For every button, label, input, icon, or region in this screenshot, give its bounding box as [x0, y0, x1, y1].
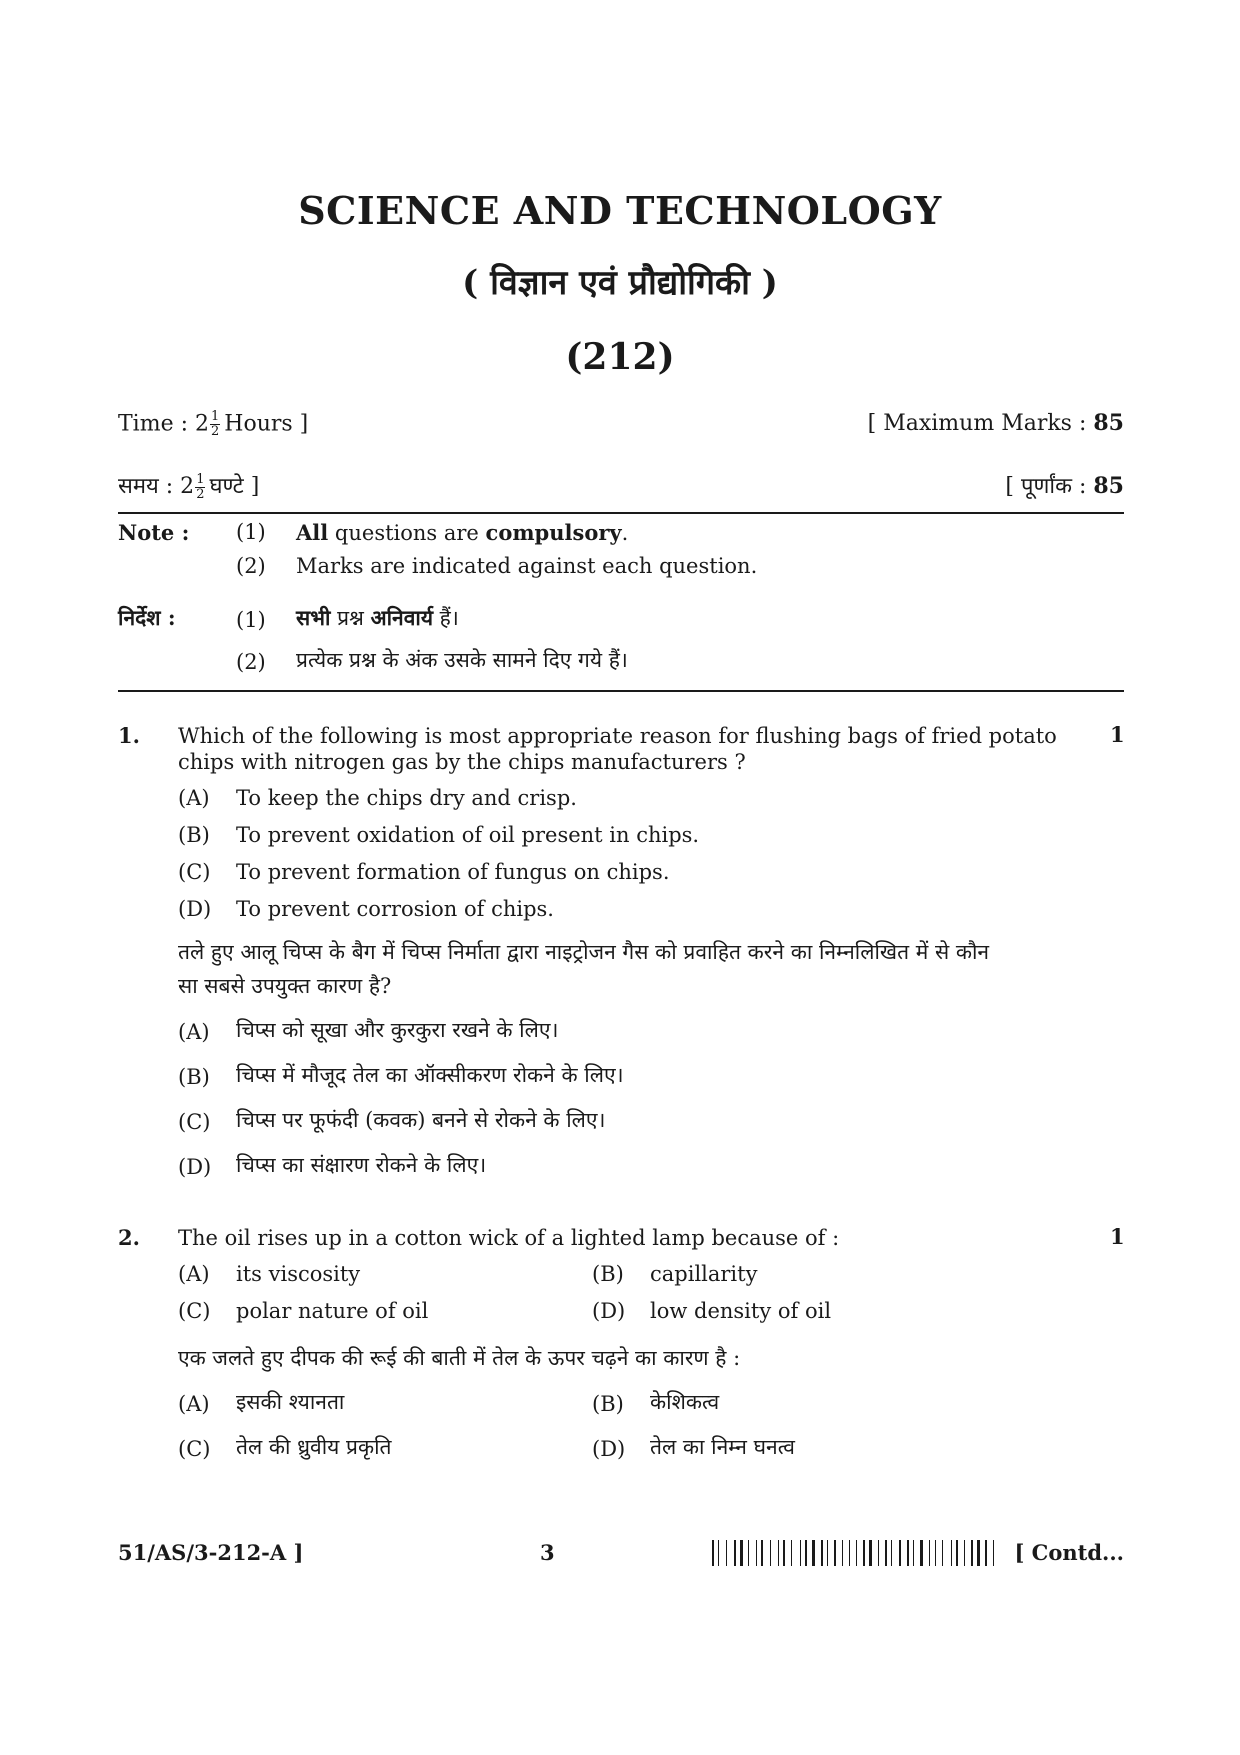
q1-option-a-label: (A)	[178, 786, 210, 810]
q1-option-d-label: (D)	[178, 897, 212, 921]
barcode-bar	[974, 1540, 975, 1566]
barcode-bar	[895, 1540, 898, 1566]
note-1-text: All questions are compulsory.	[296, 520, 629, 545]
q1-hi-option-b-text: चिप्स में मौजूद तेल का ऑक्सीकरण रोकने के लिए।	[236, 1063, 624, 1087]
barcode-bar	[773, 1540, 775, 1566]
barcode-bar	[791, 1540, 792, 1566]
barcode-bar	[778, 1540, 779, 1566]
q2-option-b-text: capillarity	[650, 1262, 758, 1286]
barcode-bar	[746, 1540, 747, 1566]
barcode-bar	[967, 1540, 968, 1566]
barcode-bar	[885, 1540, 887, 1566]
q1-option-c-label: (C)	[178, 860, 211, 884]
max-marks-english: [ Maximum Marks : 85	[867, 410, 1124, 436]
barcode-bar	[863, 1540, 865, 1566]
barcode-bar	[913, 1540, 914, 1566]
barcode-bar	[881, 1540, 882, 1566]
page-number: 3	[540, 1540, 555, 1565]
barcode-bar	[718, 1540, 719, 1566]
q2-hi-option-a-label: (A)	[178, 1392, 210, 1416]
barcode-bar	[961, 1540, 963, 1566]
divider-notes	[118, 690, 1124, 692]
q2-hi-option-b-label: (B)	[592, 1392, 624, 1416]
barcode-bar	[740, 1540, 743, 1566]
barcode-bar	[827, 1540, 828, 1566]
q1-hi-option-a-label: (A)	[178, 1020, 210, 1044]
question-1-hindi-line1: तले हुए आलू चिप्स के बैग में चिप्स निर्माता द्वारा नाइट्रोजन गैस को प्रवाहित करने का निम्नलिखित में से कौन	[178, 940, 990, 964]
barcode-bar	[945, 1540, 948, 1566]
q1-option-c-text: To prevent formation of fungus on chips.	[236, 860, 670, 884]
barcode-bar	[953, 1540, 954, 1566]
question-2-hindi: एक जलते हुए दीपक की रूई की बाती में तेल के ऊपर चढ़ने का कारण है :	[178, 1346, 741, 1370]
barcode-bar	[866, 1540, 867, 1566]
question-2-marks: 1	[1110, 1224, 1125, 1249]
time-hindi: समय : 2 $\frac{1}{2}$ घण्टे ]	[118, 471, 260, 502]
barcode-bar	[903, 1540, 904, 1566]
max-marks-hindi: [ पूर्णांक : 85	[1005, 473, 1124, 499]
q2-option-c-text: polar nature of oil	[236, 1299, 429, 1323]
note-hi-1-number: (1)	[236, 608, 266, 632]
q2-hi-option-d-label: (D)	[592, 1437, 626, 1461]
barcode-bar	[824, 1540, 825, 1566]
barcode-bar	[951, 1540, 952, 1566]
barcode-bar	[726, 1540, 727, 1566]
barcode-bar	[761, 1540, 763, 1566]
q2-option-a-label: (A)	[178, 1262, 210, 1286]
barcode-bar	[838, 1540, 839, 1566]
q1-hi-option-d-text: चिप्स का संक्षारण रोकने के लिए।	[236, 1153, 487, 1177]
barcode-bar	[783, 1540, 785, 1566]
barcode-bar	[715, 1540, 716, 1566]
barcode-bar	[817, 1540, 818, 1566]
q1-hi-option-b-label: (B)	[178, 1065, 210, 1089]
question-1-hindi-line2: सा सबसे उपयुक्त कारण है?	[178, 974, 392, 998]
question-1-marks: 1	[1110, 722, 1125, 747]
note-label: Note :	[118, 520, 190, 545]
divider-top	[118, 512, 1124, 514]
note-hi-2-number: (2)	[236, 650, 266, 674]
barcode-bar	[964, 1540, 965, 1566]
paper-title-hindi: ( विज्ञान एवं प्रौद्योगिकी )	[462, 263, 778, 303]
barcode-bar	[869, 1540, 872, 1566]
question-1-text-line1: Which of the following is most appropriate reason for flushing bags of fried potato	[178, 724, 1057, 748]
barcode-bar	[875, 1540, 877, 1566]
note-2-number: (2)	[236, 554, 266, 578]
time-english: Time : 2 $\frac{1}{2}$ Hours ]	[118, 409, 309, 439]
barcode-bar	[925, 1540, 926, 1566]
q1-option-b-label: (B)	[178, 823, 210, 847]
barcode-bar	[939, 1540, 941, 1566]
barcode-bar	[842, 1540, 843, 1566]
paper-title-english: SCIENCE AND TECHNOLOGY	[298, 188, 942, 233]
barcode-bar	[983, 1540, 984, 1566]
barcode-bar	[802, 1540, 803, 1566]
barcode-bar	[888, 1540, 889, 1566]
barcode-bar	[856, 1540, 857, 1566]
barcode-bar	[971, 1540, 973, 1566]
barcode-bar	[935, 1540, 936, 1566]
barcode-bar	[844, 1540, 847, 1566]
q2-option-a-text: its viscosity	[236, 1262, 361, 1286]
q1-option-a-text: To keep the chips dry and crisp.	[236, 786, 577, 810]
barcode-bar	[831, 1540, 833, 1566]
barcode-bar	[821, 1540, 823, 1566]
q1-hi-option-c-text: चिप्स पर फूफंदी (कवक) बनने से रोकने के लिए।	[236, 1108, 606, 1132]
barcode-bar	[977, 1540, 980, 1566]
barcode-bar	[853, 1540, 855, 1566]
q2-hi-option-a-text: इसकी श्यानता	[236, 1390, 345, 1414]
note-hi-2-text: प्रत्येक प्रश्न के अंक उसके सामने दिए गये हैं।	[296, 648, 628, 672]
barcode-bar	[993, 1540, 994, 1566]
barcode-bar	[712, 1540, 714, 1566]
barcode-bar	[770, 1540, 771, 1566]
paper-code: (212)	[565, 336, 675, 378]
barcode-bar	[920, 1540, 923, 1566]
q1-option-b-text: To prevent oxidation of oil present in chips.	[236, 823, 700, 847]
q1-hi-option-d-label: (D)	[178, 1155, 212, 1179]
question-2-number: 2.	[118, 1225, 140, 1250]
barcode-bar	[942, 1540, 943, 1566]
barcode-bar	[812, 1540, 815, 1566]
barcode-bar	[794, 1540, 797, 1566]
barcode-bar	[917, 1540, 919, 1566]
barcode-bar	[910, 1540, 911, 1566]
q2-option-b-label: (B)	[592, 1262, 624, 1286]
barcode-bar	[834, 1540, 836, 1566]
barcode-bar	[878, 1540, 879, 1566]
barcode-bar	[929, 1540, 930, 1566]
barcode-bar	[931, 1540, 933, 1566]
barcode-bar	[985, 1540, 987, 1566]
barcode-bar	[891, 1540, 892, 1566]
q2-hi-option-c-label: (C)	[178, 1437, 211, 1461]
q2-option-c-label: (C)	[178, 1299, 211, 1323]
barcode-bar	[956, 1540, 958, 1566]
barcode-bar	[800, 1540, 801, 1566]
q2-hi-option-c-text: तेल की ध्रुवीय प्रकृति	[236, 1435, 392, 1459]
barcode-bar	[756, 1540, 757, 1566]
question-2-text: The oil rises up in a cotton wick of a lighted lamp because of :	[178, 1226, 840, 1250]
barcode-bar	[758, 1540, 759, 1566]
continued-label: [ Contd...	[1014, 1540, 1124, 1565]
question-1-text-line2: chips with nitrogen gas by the chips manufacturers ?	[178, 750, 746, 774]
barcode-bar	[722, 1540, 725, 1566]
barcode-bar	[737, 1540, 738, 1566]
barcode-bar	[805, 1540, 807, 1566]
note-2-text: Marks are indicated against each question.	[296, 554, 758, 578]
barcode-bar	[859, 1540, 860, 1566]
barcode-bar	[810, 1540, 811, 1566]
q1-hi-option-a-text: चिप्स को सूखा और कुरकुरा रखने के लिए।	[236, 1018, 559, 1042]
barcode-bar	[780, 1540, 781, 1566]
barcode-bar	[734, 1540, 736, 1566]
note-1-number: (1)	[236, 520, 266, 544]
barcode-bar	[849, 1540, 850, 1566]
barcode-bar	[788, 1540, 790, 1566]
q2-hi-option-d-text: तेल का निम्न घनत्व	[650, 1435, 795, 1459]
barcode-bar	[907, 1540, 909, 1566]
note-hi-1-text: सभी प्रश्न अनिवार्य हैं।	[296, 605, 459, 630]
question-1-number: 1.	[118, 723, 140, 748]
barcode-bar	[751, 1540, 753, 1566]
q1-hi-option-c-label: (C)	[178, 1110, 211, 1134]
barcode-bar	[899, 1540, 901, 1566]
q2-hi-option-b-text: केशिकत्व	[650, 1390, 720, 1414]
note-label-hindi: निर्देश :	[118, 605, 176, 630]
fraction-half: $\frac{1}{2}$	[211, 409, 220, 439]
q1-option-d-text: To prevent corrosion of chips.	[236, 897, 554, 921]
barcode	[712, 1540, 999, 1566]
barcode-bar	[995, 1540, 997, 1566]
barcode-bar	[729, 1540, 731, 1566]
fraction-half-hindi: $\frac{1}{2}$	[196, 471, 205, 502]
barcode-bar	[748, 1540, 749, 1566]
barcode-bar	[766, 1540, 769, 1566]
barcode-bar	[989, 1540, 990, 1566]
q2-option-d-label: (D)	[592, 1299, 626, 1323]
q2-option-d-text: low density of oil	[650, 1299, 832, 1323]
footer-paper-code: 51/AS/3-212-A ]	[118, 1540, 304, 1565]
